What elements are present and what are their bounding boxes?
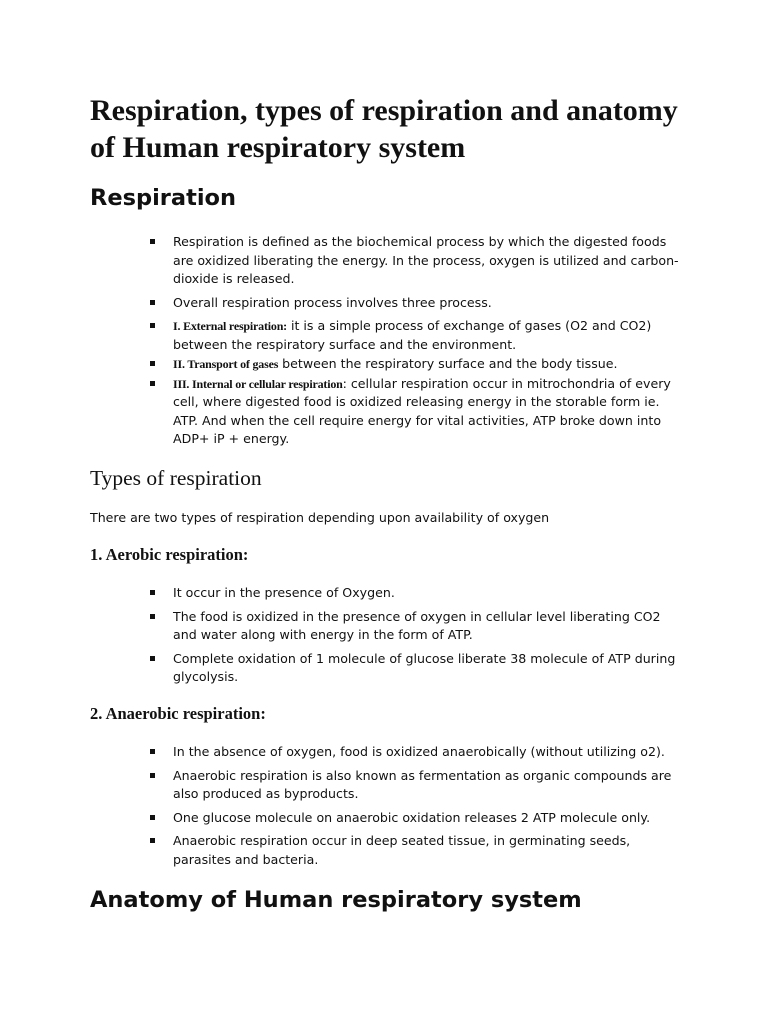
- bullet-text: Anaerobic respiration occur in deep seated tissue, in germinating seeds, parasites and bacteria.: [173, 833, 631, 867]
- bullet-marker: [150, 749, 155, 754]
- bullet-marker: [150, 590, 155, 595]
- bullet-marker: [150, 773, 155, 778]
- bullet-marker: [150, 323, 155, 328]
- bullet-marker: [150, 361, 155, 366]
- list-item: [0, 584, 683, 603]
- bullet-text: It occur in the presence of Oxygen.: [173, 585, 395, 600]
- page-title: Respiration, types of respiration and anatomy of Human respiratory system: [90, 94, 678, 164]
- bullet-marker: [150, 838, 155, 843]
- list-item: [0, 355, 683, 374]
- list-item: [0, 743, 683, 762]
- bullet-text: it is a simple process of exchange of gases (O2 and CO2) between the respiratory surface and the environment.: [173, 318, 652, 352]
- bullet-marker: [150, 239, 155, 244]
- aerobic-bullet-list: [0, 584, 768, 687]
- bullet-marker: [150, 381, 155, 386]
- bullet-marker: [150, 300, 155, 305]
- bullet-text: In the absence of oxygen, food is oxidized anaerobically (without utilizing o2).: [173, 744, 665, 759]
- bullet-term: I. External respiration:: [173, 319, 287, 333]
- bullet-marker: [150, 656, 155, 661]
- bullet-text: : cellular respiration occur in mitrochondria of every cell, where digested food is oxidized releasing energy in the storable form ie. ATP. And when the cell require energy for vital activities, ATP broke down into ADP+ iP + energy.: [173, 375, 671, 446]
- list-item: [0, 375, 683, 449]
- list-item: [0, 608, 683, 645]
- list-item: [0, 809, 683, 828]
- bullet-text: Complete oxidation of 1 molecule of glucose liberate 38 molecule of ATP during glycolysis.: [173, 650, 676, 684]
- bullet-text: Overall respiration process involves three process.: [173, 294, 492, 310]
- bullet-text: between the respiratory surface and the body tissue.: [278, 356, 618, 371]
- list-item: [0, 294, 683, 313]
- bullet-text: The food is oxidized in the presence of oxygen in cellular level liberating CO2 and water along with energy in the form of ATP.: [173, 608, 661, 642]
- anaerobic-bullet-list: [0, 743, 768, 869]
- heading-aerobic-respiration: 1. Aerobic respiration:: [90, 545, 249, 564]
- bullet-text: Respiration is defined as the biochemical process by which the digested foods are oxidized liberating the energy. In the process, oxygen is utilized and carbon-dioxide is released.: [173, 234, 679, 286]
- types-intro-paragraph: There are two types of respiration depending upon availability of oxygen: [90, 510, 550, 525]
- bullet-marker: [150, 614, 155, 619]
- list-item: [0, 233, 683, 289]
- bullet-term: II. Transport of gases: [173, 357, 279, 371]
- bullet-term: III. Internal or cellular respiration: [173, 376, 343, 391]
- heading-anaerobic-respiration: 2. Anaerobic respiration:: [90, 704, 266, 723]
- list-item: [0, 767, 683, 804]
- bullet-text: Anaerobic respiration is also known as fermentation as organic compounds are also produced as byproducts.: [173, 767, 672, 801]
- bullet-text: One glucose molecule on anaerobic oxidation releases 2 ATP molecule only.: [173, 809, 651, 825]
- list-item: [0, 650, 683, 687]
- respiration-bullet-list: [0, 233, 768, 449]
- heading-types-of-respiration: Types of respiration: [90, 466, 262, 490]
- list-item: [0, 832, 683, 869]
- list-item: [0, 317, 683, 354]
- heading-anatomy: Anatomy of Human respiratory system: [90, 887, 582, 913]
- heading-respiration: Respiration: [90, 185, 237, 211]
- bullet-marker: [150, 815, 155, 820]
